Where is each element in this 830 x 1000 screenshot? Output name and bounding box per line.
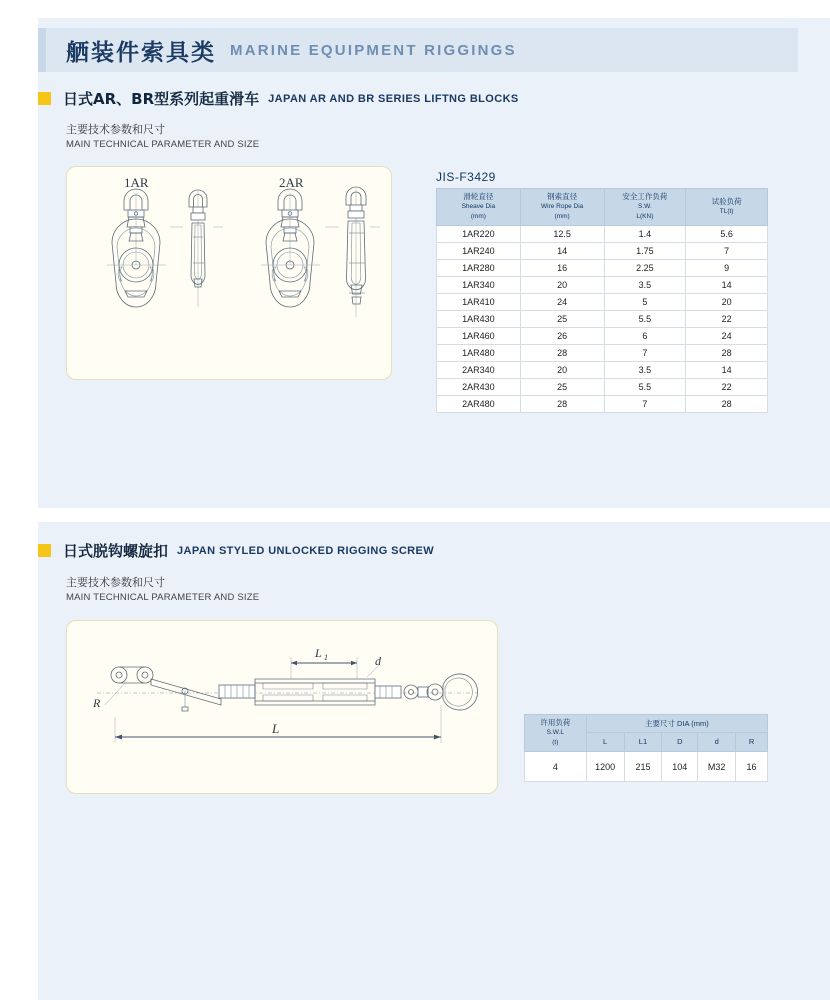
- cell: 5: [604, 294, 686, 311]
- section-2-heading: [38, 540, 434, 561]
- table-2-group-header: 主要尺寸 DIA (mm): [586, 715, 767, 733]
- cell: 7: [604, 396, 686, 413]
- cell: 12.5: [520, 226, 604, 243]
- table-2: [524, 714, 768, 782]
- cell: 20: [520, 277, 604, 294]
- dim-label-l1: L: [315, 646, 322, 660]
- cell: 6: [604, 328, 686, 345]
- table-row: [437, 311, 768, 328]
- cell: 2AR480: [437, 396, 521, 413]
- table-row: [437, 243, 768, 260]
- cell: 1AR340: [437, 277, 521, 294]
- cell: 3.5: [604, 362, 686, 379]
- table-2-col-swl: 许用负荷 S.W.L (t): [525, 715, 587, 752]
- section-2-sublabel: [66, 575, 259, 605]
- section-marker-icon: [38, 92, 51, 105]
- table-2-header-row-1: [525, 715, 768, 733]
- cell: 7: [686, 243, 768, 260]
- cell: 9: [686, 260, 768, 277]
- cell: 5.6: [686, 226, 768, 243]
- dim-label-l: L: [272, 721, 280, 736]
- table-row: [437, 362, 768, 379]
- page-title-en: MARINE EQUIPMENT RIGGINGS: [230, 41, 517, 59]
- section-1-sublabel: [66, 122, 259, 152]
- cell: 1AR480: [437, 345, 521, 362]
- table-1: [436, 188, 768, 413]
- cell: 1AR240: [437, 243, 521, 260]
- table-2-col-d: d: [698, 733, 736, 752]
- section-divider: [38, 508, 830, 522]
- cell: 3.5: [604, 277, 686, 294]
- table-row: [437, 345, 768, 362]
- cell: 28: [520, 396, 604, 413]
- table-1-col-3: 试验负荷 TL(t): [686, 189, 768, 226]
- cell: 20: [686, 294, 768, 311]
- table-row: [437, 294, 768, 311]
- cell: 5.5: [604, 311, 686, 328]
- section-1-heading-en: JAPAN AR AND BR SERIES LIFTNG BLOCKS: [268, 92, 519, 105]
- table-2-col-D: D: [662, 733, 698, 752]
- cell: 24: [520, 294, 604, 311]
- cell: 1AR430: [437, 311, 521, 328]
- cell: 14: [686, 362, 768, 379]
- cell: 4: [525, 752, 587, 782]
- svg-text:1: 1: [324, 653, 328, 662]
- section-1-sublabel-en: MAIN TECHNICAL PARAMETER AND SIZE: [66, 139, 260, 150]
- section-2-figure: [66, 620, 498, 794]
- cell: 1.75: [604, 243, 686, 260]
- figure-label-1ar: 1AR: [124, 175, 149, 190]
- table-row: [437, 379, 768, 396]
- cell: 1AR280: [437, 260, 521, 277]
- cell: 25: [520, 311, 604, 328]
- table-1-col-1: 钢索直径 Wire Rope Dia (mm): [520, 189, 604, 226]
- cell: 28: [686, 345, 768, 362]
- table-2-col-L1: L1: [624, 733, 662, 752]
- cell: 2AR430: [437, 379, 521, 396]
- section-2-sublabel-cn: 主要技术参数和尺寸: [66, 576, 165, 589]
- rigging-screw-drawing: [67, 621, 497, 793]
- table-1-col-0: 滑轮直径 Sheave Dia (mm): [437, 189, 521, 226]
- cell: 16: [736, 752, 768, 782]
- cell: 1.4: [604, 226, 686, 243]
- table-2-col-L: L: [586, 733, 624, 752]
- table-row: [437, 277, 768, 294]
- header-accent-bar: [38, 28, 46, 72]
- table-row: [437, 396, 768, 413]
- table-row: [525, 752, 768, 782]
- section-marker-icon: [38, 544, 51, 557]
- table-row: [437, 328, 768, 345]
- section-1-heading: [38, 88, 519, 109]
- cell: 22: [686, 379, 768, 396]
- section-2-heading-cn: 日式脱钩螺旋扣: [63, 542, 169, 560]
- dim-label-r: R: [93, 696, 101, 710]
- section-1-sublabel-cn: 主要技术参数和尺寸: [66, 123, 165, 136]
- cell: 7: [604, 345, 686, 362]
- cell: 28: [520, 345, 604, 362]
- dim-label-d: d: [375, 654, 381, 668]
- section-1-figure: [66, 166, 392, 380]
- cell: 215: [624, 752, 662, 782]
- table-1-header-row: [437, 189, 768, 226]
- cell: 104: [662, 752, 698, 782]
- cell: 2AR340: [437, 362, 521, 379]
- cell: 1200: [586, 752, 624, 782]
- cell: 1AR460: [437, 328, 521, 345]
- table-1-col-2: 安全工作负荷 S.W. L(KN): [604, 189, 686, 226]
- section-1-heading-cn: 日式AR、BR型系列起重滑车: [63, 90, 260, 108]
- cell: 14: [520, 243, 604, 260]
- cell: 16: [520, 260, 604, 277]
- section-2-sublabel-en: MAIN TECHNICAL PARAMETER AND SIZE: [66, 592, 260, 603]
- page-title-cn: 舾装件索具类: [66, 39, 216, 66]
- cell: 26: [520, 328, 604, 345]
- table-row: [437, 226, 768, 243]
- cell: 28: [686, 396, 768, 413]
- table-2-col-R: R: [736, 733, 768, 752]
- cell: 20: [520, 362, 604, 379]
- table-1-title: JIS-F3429: [436, 170, 496, 184]
- cell: 2.25: [604, 260, 686, 277]
- section-2-heading-en: JAPAN STYLED UNLOCKED RIGGING SCREW: [177, 544, 435, 557]
- table-row: [437, 260, 768, 277]
- cell: 24: [686, 328, 768, 345]
- figure-label-2ar: 2AR: [279, 175, 304, 190]
- cell: 25: [520, 379, 604, 396]
- cell: 14: [686, 277, 768, 294]
- cell: 5.5: [604, 379, 686, 396]
- cell: 1AR220: [437, 226, 521, 243]
- page-header: [38, 28, 798, 72]
- cell: 1AR410: [437, 294, 521, 311]
- cell: M32: [698, 752, 736, 782]
- lifting-blocks-drawing: [67, 167, 391, 379]
- cell: 22: [686, 311, 768, 328]
